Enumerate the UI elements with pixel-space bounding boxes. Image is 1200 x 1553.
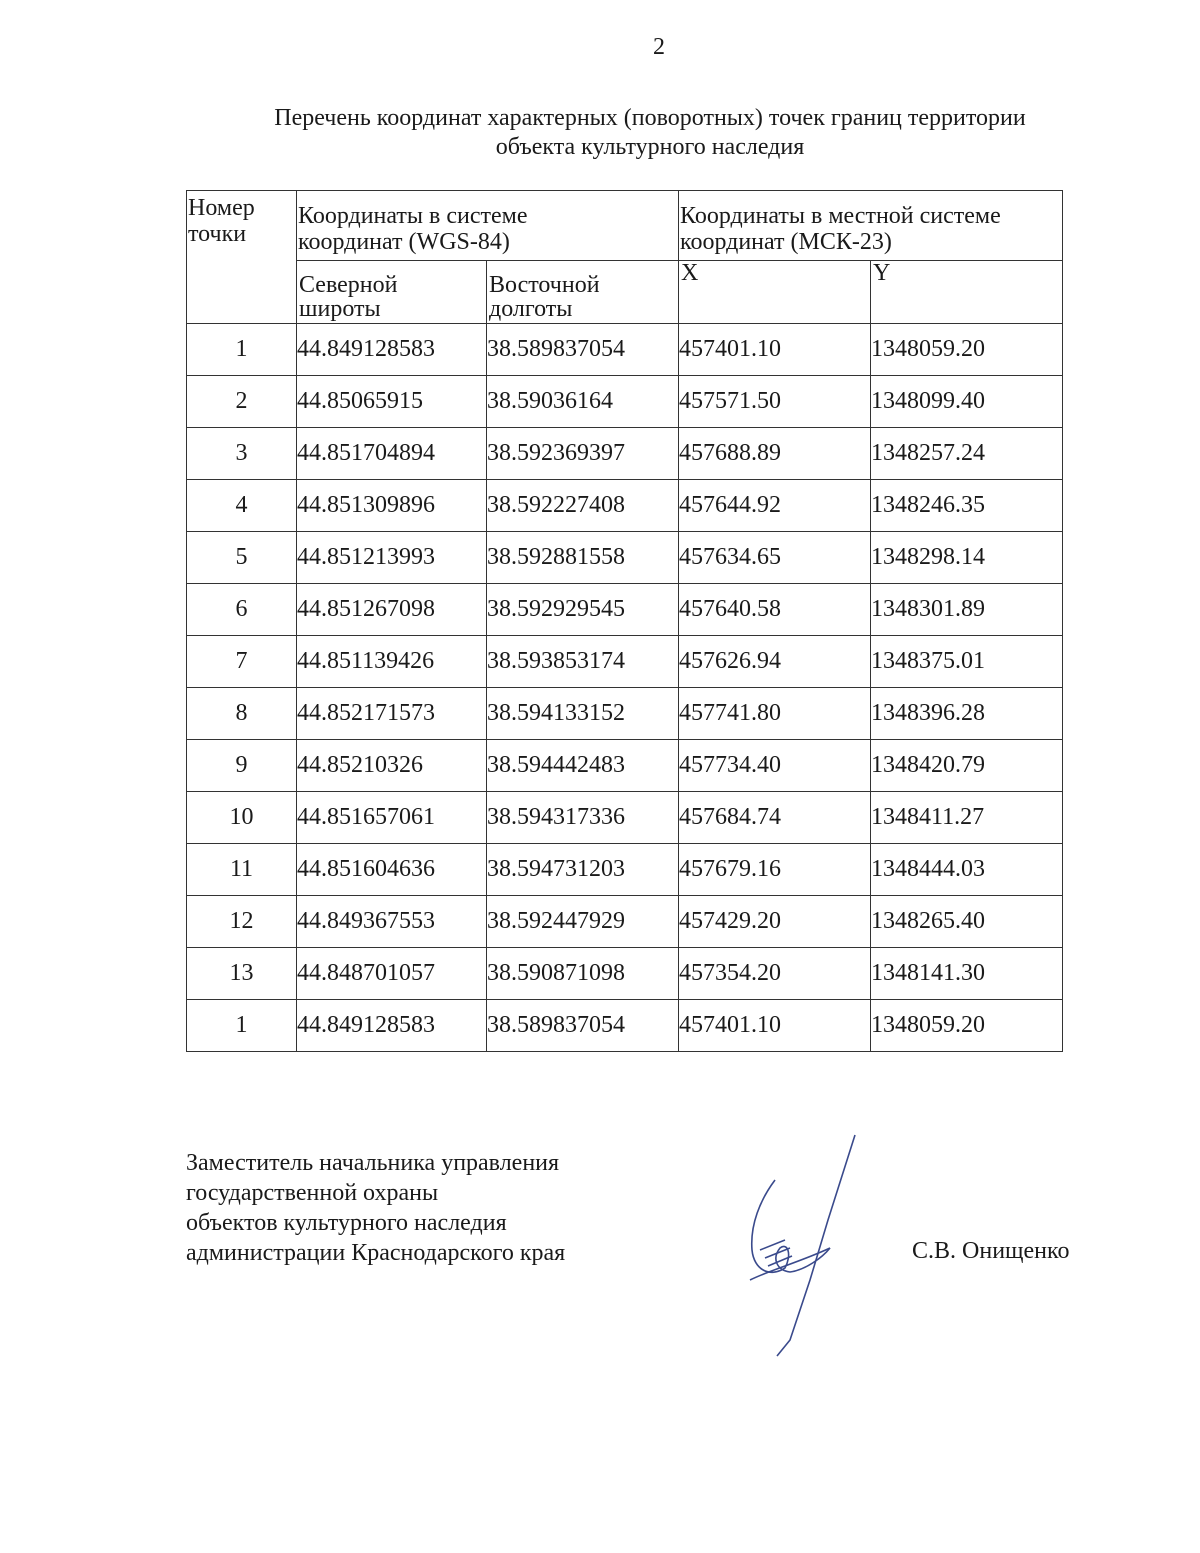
cell-y: 1348396.28 (871, 688, 1063, 740)
cell-longitude: 38.59036164 (487, 376, 679, 428)
table-row (187, 480, 1063, 532)
coordinates-table (186, 190, 1063, 1052)
cell-latitude: 44.851657061 (297, 792, 487, 844)
header-wgs84-line1: Координаты в системе (298, 203, 528, 229)
cell-y: 1348444.03 (871, 844, 1063, 896)
signer-name: С.В. Онищенко (912, 1238, 1070, 1264)
header-msk23-group (679, 191, 1063, 261)
table-row (187, 896, 1063, 948)
cell-y: 1348411.27 (871, 792, 1063, 844)
cell-latitude: 44.851139426 (297, 636, 487, 688)
table-row (187, 740, 1063, 792)
table-row (187, 1000, 1063, 1052)
cell-latitude: 44.848701057 (297, 948, 487, 1000)
header-msk23-line1: Координаты в местной системе (680, 203, 1001, 229)
cell-point-number: 13 (187, 948, 297, 1000)
table-row (187, 636, 1063, 688)
cell-latitude: 44.851213993 (297, 532, 487, 584)
cell-x: 457734.40 (679, 740, 871, 792)
header-point-number-line1: Номер (188, 195, 255, 221)
handwritten-signature (730, 1130, 860, 1360)
page-number: 2 (653, 34, 665, 60)
cell-longitude: 38.594317336 (487, 792, 679, 844)
table-row (187, 376, 1063, 428)
cell-point-number: 9 (187, 740, 297, 792)
header-point-number-line2: точки (188, 221, 247, 247)
header-wgs84-line2: координат (WGS-84) (298, 229, 510, 255)
cell-y: 1348265.40 (871, 896, 1063, 948)
cell-longitude: 38.592929545 (487, 584, 679, 636)
cell-longitude: 38.590871098 (487, 948, 679, 1000)
cell-latitude: 44.849128583 (297, 324, 487, 376)
table-row (187, 324, 1063, 376)
cell-longitude: 38.594731203 (487, 844, 679, 896)
cell-latitude: 44.849128583 (297, 1000, 487, 1052)
cell-point-number: 1 (187, 1000, 297, 1052)
cell-x: 457401.10 (679, 1000, 871, 1052)
cell-longitude: 38.592881558 (487, 532, 679, 584)
position-line-4: администрации Краснодарского края (186, 1240, 566, 1266)
cell-x: 457679.16 (679, 844, 871, 896)
header-msk23-line2: координат (МСК-23) (680, 229, 892, 255)
table-row (187, 688, 1063, 740)
cell-x: 457741.80 (679, 688, 871, 740)
header-point-number (187, 191, 297, 324)
cell-latitude: 44.851267098 (297, 584, 487, 636)
header-east-line1: Восточной (489, 272, 600, 298)
cell-y: 1348420.79 (871, 740, 1063, 792)
table-row (187, 428, 1063, 480)
cell-latitude: 44.852171573 (297, 688, 487, 740)
table-row (187, 844, 1063, 896)
cell-y: 1348059.20 (871, 1000, 1063, 1052)
cell-point-number: 10 (187, 792, 297, 844)
cell-longitude: 38.592447929 (487, 896, 679, 948)
cell-x: 457640.58 (679, 584, 871, 636)
cell-x: 457429.20 (679, 896, 871, 948)
cell-longitude: 38.592227408 (487, 480, 679, 532)
cell-longitude: 38.593853174 (487, 636, 679, 688)
header-east-longitude (487, 261, 679, 324)
header-north-line1: Северной (299, 272, 398, 298)
cell-y: 1348246.35 (871, 480, 1063, 532)
cell-longitude: 38.589837054 (487, 324, 679, 376)
signature-stroke (752, 1180, 830, 1272)
header-north-latitude (297, 261, 487, 324)
cell-longitude: 38.589837054 (487, 1000, 679, 1052)
header-wgs84-group (297, 191, 679, 261)
cell-point-number: 12 (187, 896, 297, 948)
position-line-1: Заместитель начальника управления (186, 1150, 560, 1176)
cell-longitude: 38.594442483 (487, 740, 679, 792)
table-body (187, 324, 1063, 1052)
cell-point-number: 8 (187, 688, 297, 740)
title-line-2: объекта культурного наследия (495, 134, 805, 160)
position-line-3: объектов культурного наследия (186, 1210, 507, 1236)
cell-y: 1348301.89 (871, 584, 1063, 636)
cell-point-number: 5 (187, 532, 297, 584)
table-row (187, 948, 1063, 1000)
cell-x: 457644.92 (679, 480, 871, 532)
cell-latitude: 44.851309896 (297, 480, 487, 532)
position-line-2: государственной охраны (186, 1180, 439, 1206)
cell-x: 457688.89 (679, 428, 871, 480)
cell-point-number: 1 (187, 324, 297, 376)
header-east-line2: долготы (489, 296, 573, 322)
cell-x: 457354.20 (679, 948, 871, 1000)
table-row (187, 584, 1063, 636)
cell-y: 1348298.14 (871, 532, 1063, 584)
cell-longitude: 38.594133152 (487, 688, 679, 740)
cell-latitude: 44.85210326 (297, 740, 487, 792)
title-line-1: Перечень координат характерных (поворотных) точек границ территории (274, 105, 1026, 131)
cell-x: 457401.10 (679, 324, 871, 376)
cell-latitude: 44.849367553 (297, 896, 487, 948)
cell-latitude: 44.851704894 (297, 428, 487, 480)
cell-y: 1348141.30 (871, 948, 1063, 1000)
cell-point-number: 7 (187, 636, 297, 688)
table-row (187, 792, 1063, 844)
signature-stroke (777, 1135, 855, 1356)
cell-point-number: 6 (187, 584, 297, 636)
cell-y: 1348257.24 (871, 428, 1063, 480)
cell-point-number: 2 (187, 376, 297, 428)
header-x: X (679, 261, 871, 324)
cell-x: 457684.74 (679, 792, 871, 844)
signatory-position (186, 1148, 565, 1268)
header-y: Y (871, 261, 1063, 324)
cell-y: 1348059.20 (871, 324, 1063, 376)
cell-y: 1348375.01 (871, 636, 1063, 688)
table-row (187, 532, 1063, 584)
cell-longitude: 38.592369397 (487, 428, 679, 480)
cell-latitude: 44.851604636 (297, 844, 487, 896)
document-title (186, 104, 1114, 162)
cell-point-number: 3 (187, 428, 297, 480)
cell-x: 457634.65 (679, 532, 871, 584)
cell-x: 457626.94 (679, 636, 871, 688)
cell-latitude: 44.85065915 (297, 376, 487, 428)
header-north-line2: широты (299, 296, 381, 322)
cell-y: 1348099.40 (871, 376, 1063, 428)
cell-x: 457571.50 (679, 376, 871, 428)
cell-point-number: 4 (187, 480, 297, 532)
cell-point-number: 11 (187, 844, 297, 896)
